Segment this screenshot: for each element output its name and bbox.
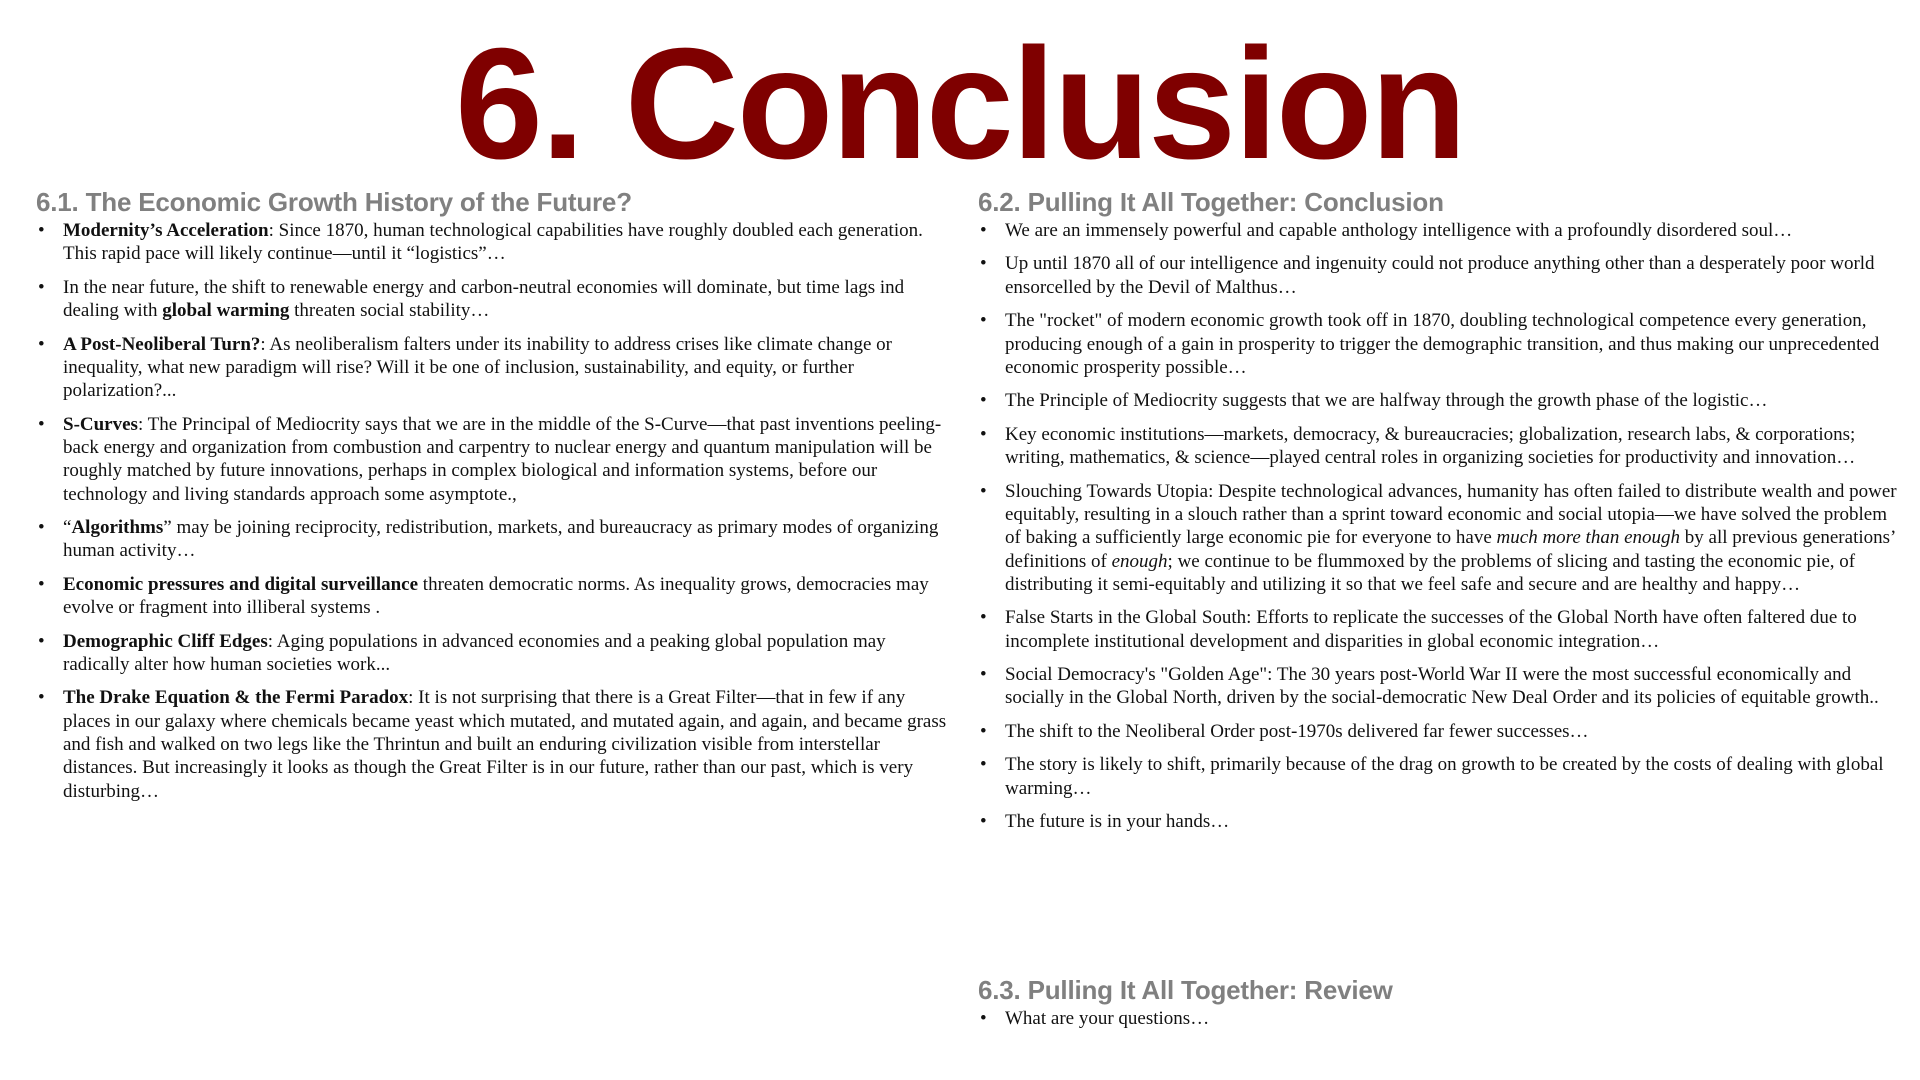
item-text: : It is not surprising that there is a Great Filter—that in few if any places in our galaxy where chemicals became yeast which mutated, and mutated again, and again, and became grass and fish and walked on two legs like the Thrintun and built an enduring civilization visible from interstellar distances. But increasingly it looks as though the Great Filter is in our future, rather than our past, which is very disturbing… bbox=[63, 687, 947, 802]
item-bold-label: A Post-Neoliberal Turn? bbox=[63, 333, 261, 355]
item-text: threaten social stability… bbox=[289, 300, 490, 322]
item-text: : Aging populations in advanced economies and a peaking global population may radically alter how human societies work... bbox=[63, 630, 886, 675]
item-text: ; we continue to be flummoxed by the problems of slicing and tasting the economic pie, of distributing it semi-equitably and utilizing it so that we feel safe and secure and are healthy and happy… bbox=[1005, 550, 1856, 595]
list-item bbox=[978, 720, 1898, 743]
item-text: The "rocket" of modern economic growth took off in 1870, doubling technological competence every generation, producing enough of a gain in prosperity to trigger the demographic transition, and thus making our unprecedented economic prosperity possible… bbox=[1005, 310, 1880, 378]
bullet-icon: • bbox=[38, 517, 45, 539]
item-bold-label: Modernity’s Acceleration bbox=[63, 220, 269, 241]
list-item bbox=[36, 413, 956, 506]
list-item bbox=[36, 333, 956, 403]
list-item bbox=[978, 480, 1898, 596]
bullet-icon: • bbox=[980, 220, 987, 241]
item-text: False Starts in the Global South: Efforts to replicate the successes of the Global North have often faltered due to incomplete institutional development and disparities in global economic integration… bbox=[1005, 607, 1857, 652]
item-text: The story is likely to shift, primarily because of the drag on growth to be created by the costs of dealing with global warming… bbox=[1005, 754, 1884, 799]
list-item bbox=[978, 219, 1898, 242]
item-text-middle: by all previous generations’ definitions of bbox=[1005, 527, 1895, 572]
bullet-icon: • bbox=[980, 607, 987, 629]
bullet-icon: • bbox=[980, 720, 987, 742]
item-bold-label: Algorithms bbox=[71, 517, 164, 539]
bullet-icon: • bbox=[980, 253, 987, 275]
bullet-icon: • bbox=[980, 664, 987, 686]
bullet-icon: • bbox=[38, 276, 45, 298]
item-bold-label: The Drake Equation & the Fermi Paradox bbox=[63, 687, 409, 709]
list-item bbox=[36, 630, 956, 677]
item-text-prefix: Slouching Towards Utopia: Despite technological advances, humanity has often failed to distribute wealth and power equitably, resulting in a slouch rather than a sprint toward economic and social utopia—we have solved the problem of baking a sufficiently large economic pie for everyone to have bbox=[1005, 480, 1897, 549]
item-bold-label: Demographic Cliff Edges bbox=[63, 630, 268, 652]
item-text: The Principle of Mediocrity suggests that we are halfway through the growth phase of the logistic… bbox=[1005, 390, 1768, 412]
section-pulling-together-review bbox=[978, 975, 1898, 1040]
list-item bbox=[978, 389, 1898, 412]
item-bold-label: S-Curves bbox=[63, 413, 138, 435]
item-text: : The Principal of Mediocrity says that we are in the middle of the S-Curve—that past inventions peeling-back energy and organization from combustion and carpentry to nuclear energy and quantum manipulation will be roughly matched by future innovations, perhaps in complex biological and information systems, before our technology and living standards approach some asymptote., bbox=[63, 413, 942, 505]
bullet-icon: • bbox=[980, 480, 987, 502]
bullet-list bbox=[978, 1007, 1898, 1030]
item-text: : As neoliberalism falters under its inability to address crises like climate change or inequality, what new paradigm will rise? Will it be one of inclusion, sustainability, and equity, or further polarization?... bbox=[63, 333, 892, 402]
list-item bbox=[978, 606, 1898, 653]
list-item bbox=[978, 663, 1898, 710]
item-text: : Since 1870, human technological capabilities have roughly doubled each generation. This rapid pace will likely continue—until it “logistics”… bbox=[63, 220, 923, 265]
item-text-prefix: In the near future, the shift to renewable energy and carbon-neutral economies will dominate, but time lags ind dealing with bbox=[63, 276, 905, 322]
item-text: ” may be joining reciprocity, redistribution, markets, and bureaucracy as primary modes of organizing human activity… bbox=[63, 517, 939, 562]
item-bold-label: global warming bbox=[162, 300, 290, 322]
bullet-list bbox=[978, 219, 1898, 833]
item-text: threaten democratic norms. As inequality grows, democracies may evolve or fragment into illiberal systems . bbox=[63, 573, 929, 619]
bullet-icon: • bbox=[980, 423, 987, 445]
section-heading: 6.3. Pulling It All Together: Review bbox=[978, 975, 1393, 1005]
list-item bbox=[36, 219, 956, 266]
item-text: The future is in your hands… bbox=[1005, 811, 1230, 833]
bullet-icon: • bbox=[980, 310, 987, 332]
list-item bbox=[36, 276, 956, 323]
item-text: We are an immensely powerful and capable anthology intelligence with a profoundly disordered soul… bbox=[1005, 220, 1793, 241]
slide-title: 6. Conclusion bbox=[455, 16, 1465, 192]
bullet-icon: • bbox=[38, 333, 45, 355]
item-text: The shift to the Neoliberal Order post-1970s delivered far fewer successes… bbox=[1005, 720, 1589, 742]
item-text: Social Democracy's "Golden Age": The 30 years post-World War II were the most successful economically and socially in the Global North, driven by the social-democratic New Deal Order and its policies of equitable growth.. bbox=[1005, 664, 1879, 709]
bullet-icon: • bbox=[980, 1008, 987, 1029]
item-bold-label: Economic pressures and digital surveillance bbox=[63, 573, 419, 595]
list-item bbox=[36, 686, 956, 802]
item-text: Key economic institutions—markets, democracy, & bureaucracies; globalization, research labs, & corporations; writing, mathematics, & science—played central roles in organizing societies for productivity and innovation… bbox=[1005, 423, 1856, 469]
bullet-list bbox=[36, 219, 956, 803]
item-text: What are your questions… bbox=[1005, 1008, 1210, 1029]
section-heading: 6.1. The Economic Growth History of the Future? bbox=[36, 187, 632, 217]
item-italic-text: much more than enough bbox=[1496, 527, 1681, 549]
list-item bbox=[978, 423, 1898, 470]
bullet-icon: • bbox=[38, 573, 45, 595]
bullet-icon: • bbox=[980, 390, 987, 412]
item-italic-text: enough bbox=[1111, 550, 1168, 572]
bullet-icon: • bbox=[38, 220, 45, 241]
list-item bbox=[978, 810, 1898, 833]
bullet-icon: • bbox=[980, 754, 987, 776]
list-item bbox=[978, 309, 1898, 379]
section-pulling-together-conclusion bbox=[978, 187, 1898, 844]
bullet-icon: • bbox=[38, 687, 45, 709]
list-item bbox=[978, 252, 1898, 299]
item-text: Up until 1870 all of our intelligence and ingenuity could not produce anything other than a desperately poor world ensorcelled by the Devil of Malthus… bbox=[1005, 253, 1875, 298]
bullet-icon: • bbox=[38, 413, 45, 435]
section-heading: 6.2. Pulling It All Together: Conclusion bbox=[978, 187, 1444, 217]
bullet-icon: • bbox=[38, 630, 45, 652]
section-economic-growth-future bbox=[36, 187, 956, 813]
bullet-icon: • bbox=[980, 811, 987, 833]
list-item bbox=[978, 753, 1898, 800]
list-item bbox=[36, 516, 956, 563]
list-item bbox=[36, 573, 956, 620]
list-item bbox=[978, 1007, 1898, 1030]
item-text-prefix: “ bbox=[63, 517, 72, 539]
